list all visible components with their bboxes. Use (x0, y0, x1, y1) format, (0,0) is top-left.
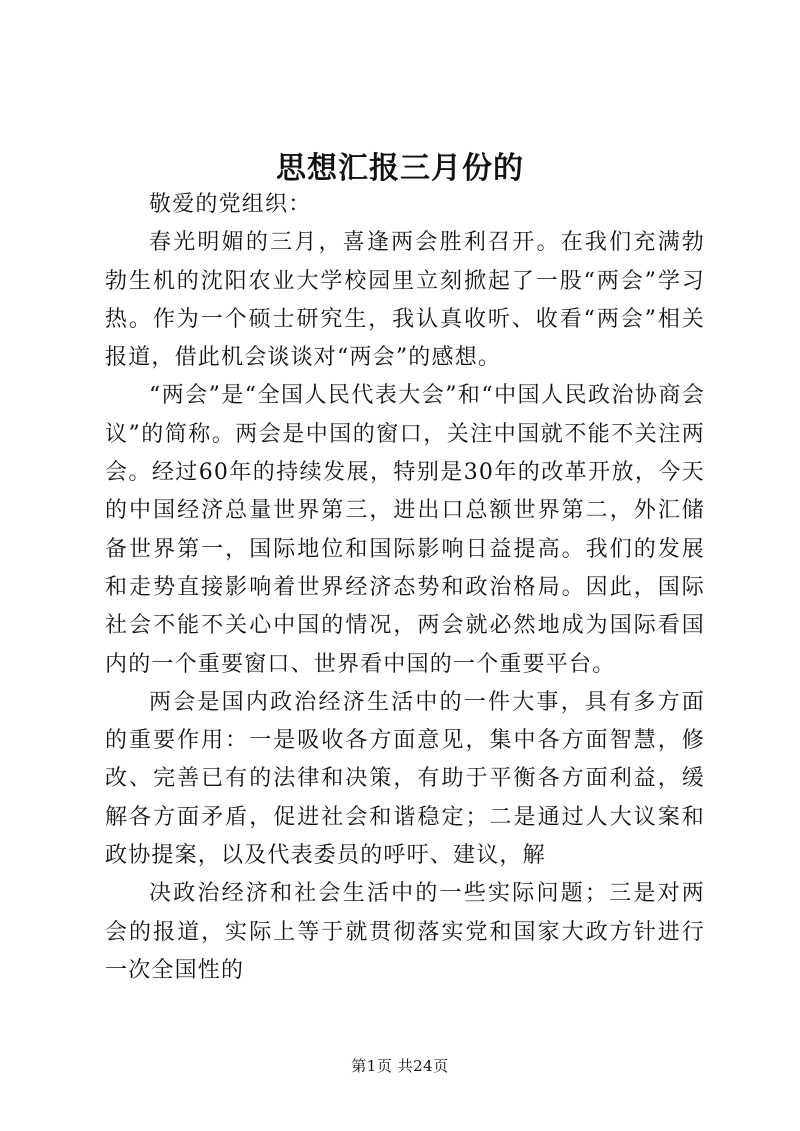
body-paragraph-3: 两会是国内政治经济生活中的一件大事，具有多方面的重要作用：一是吸收各方面意见，集中各方面智慧，修改、完善已有的法律和决策，有助于平衡各方面利益，缓解各方面矛盾，促进社会和谐稳定；二是通过人大议案和政协提案，以及代表委员的呼吁、建议，解 (105, 689, 705, 869)
salutation-paragraph: 敬爱的党组织： (149, 192, 312, 217)
page-footer: 第1页 共24页 (351, 1057, 449, 1075)
body-paragraph-1: 春光明媚的三月，喜逢两会胜利召开。在我们充满勃勃生机的沈阳农业大学校园里立刻掀起了一股“两会”学习热。作为一个硕士研究生，我认真收听、收看“两会”相关报道，借此机会谈谈对“两会”的感想。 (105, 230, 705, 371)
body-paragraph-4: 决政治经济和社会生活中的一些实际问题；三是对两会的报道，实际上等于就贯彻落实党和国家大政方针进行一次全国性的 (105, 881, 705, 983)
document-title: 思想汇报三月份的 (276, 151, 524, 186)
body-paragraph-2: “两会”是“全国人民代表大会”和“中国人民政治协商会议”的简称。两会是中国的窗口，关注中国就不能不关注两会。经过60年的持续发展，特别是30年的改革开放，今天的中国经济总量世界第三，进出口总额世界第二，外汇储备世界第一，国际地位和国际影响日益提高。我们的发展和走势直接影响着世界经济态势和政治格局。因此，国际社会不能不关心中国的情况，两会就必然地成为国际看国内的一个重要窗口、世界看中国的一个重要平台。 (105, 383, 705, 677)
document-body (105, 186, 705, 990)
